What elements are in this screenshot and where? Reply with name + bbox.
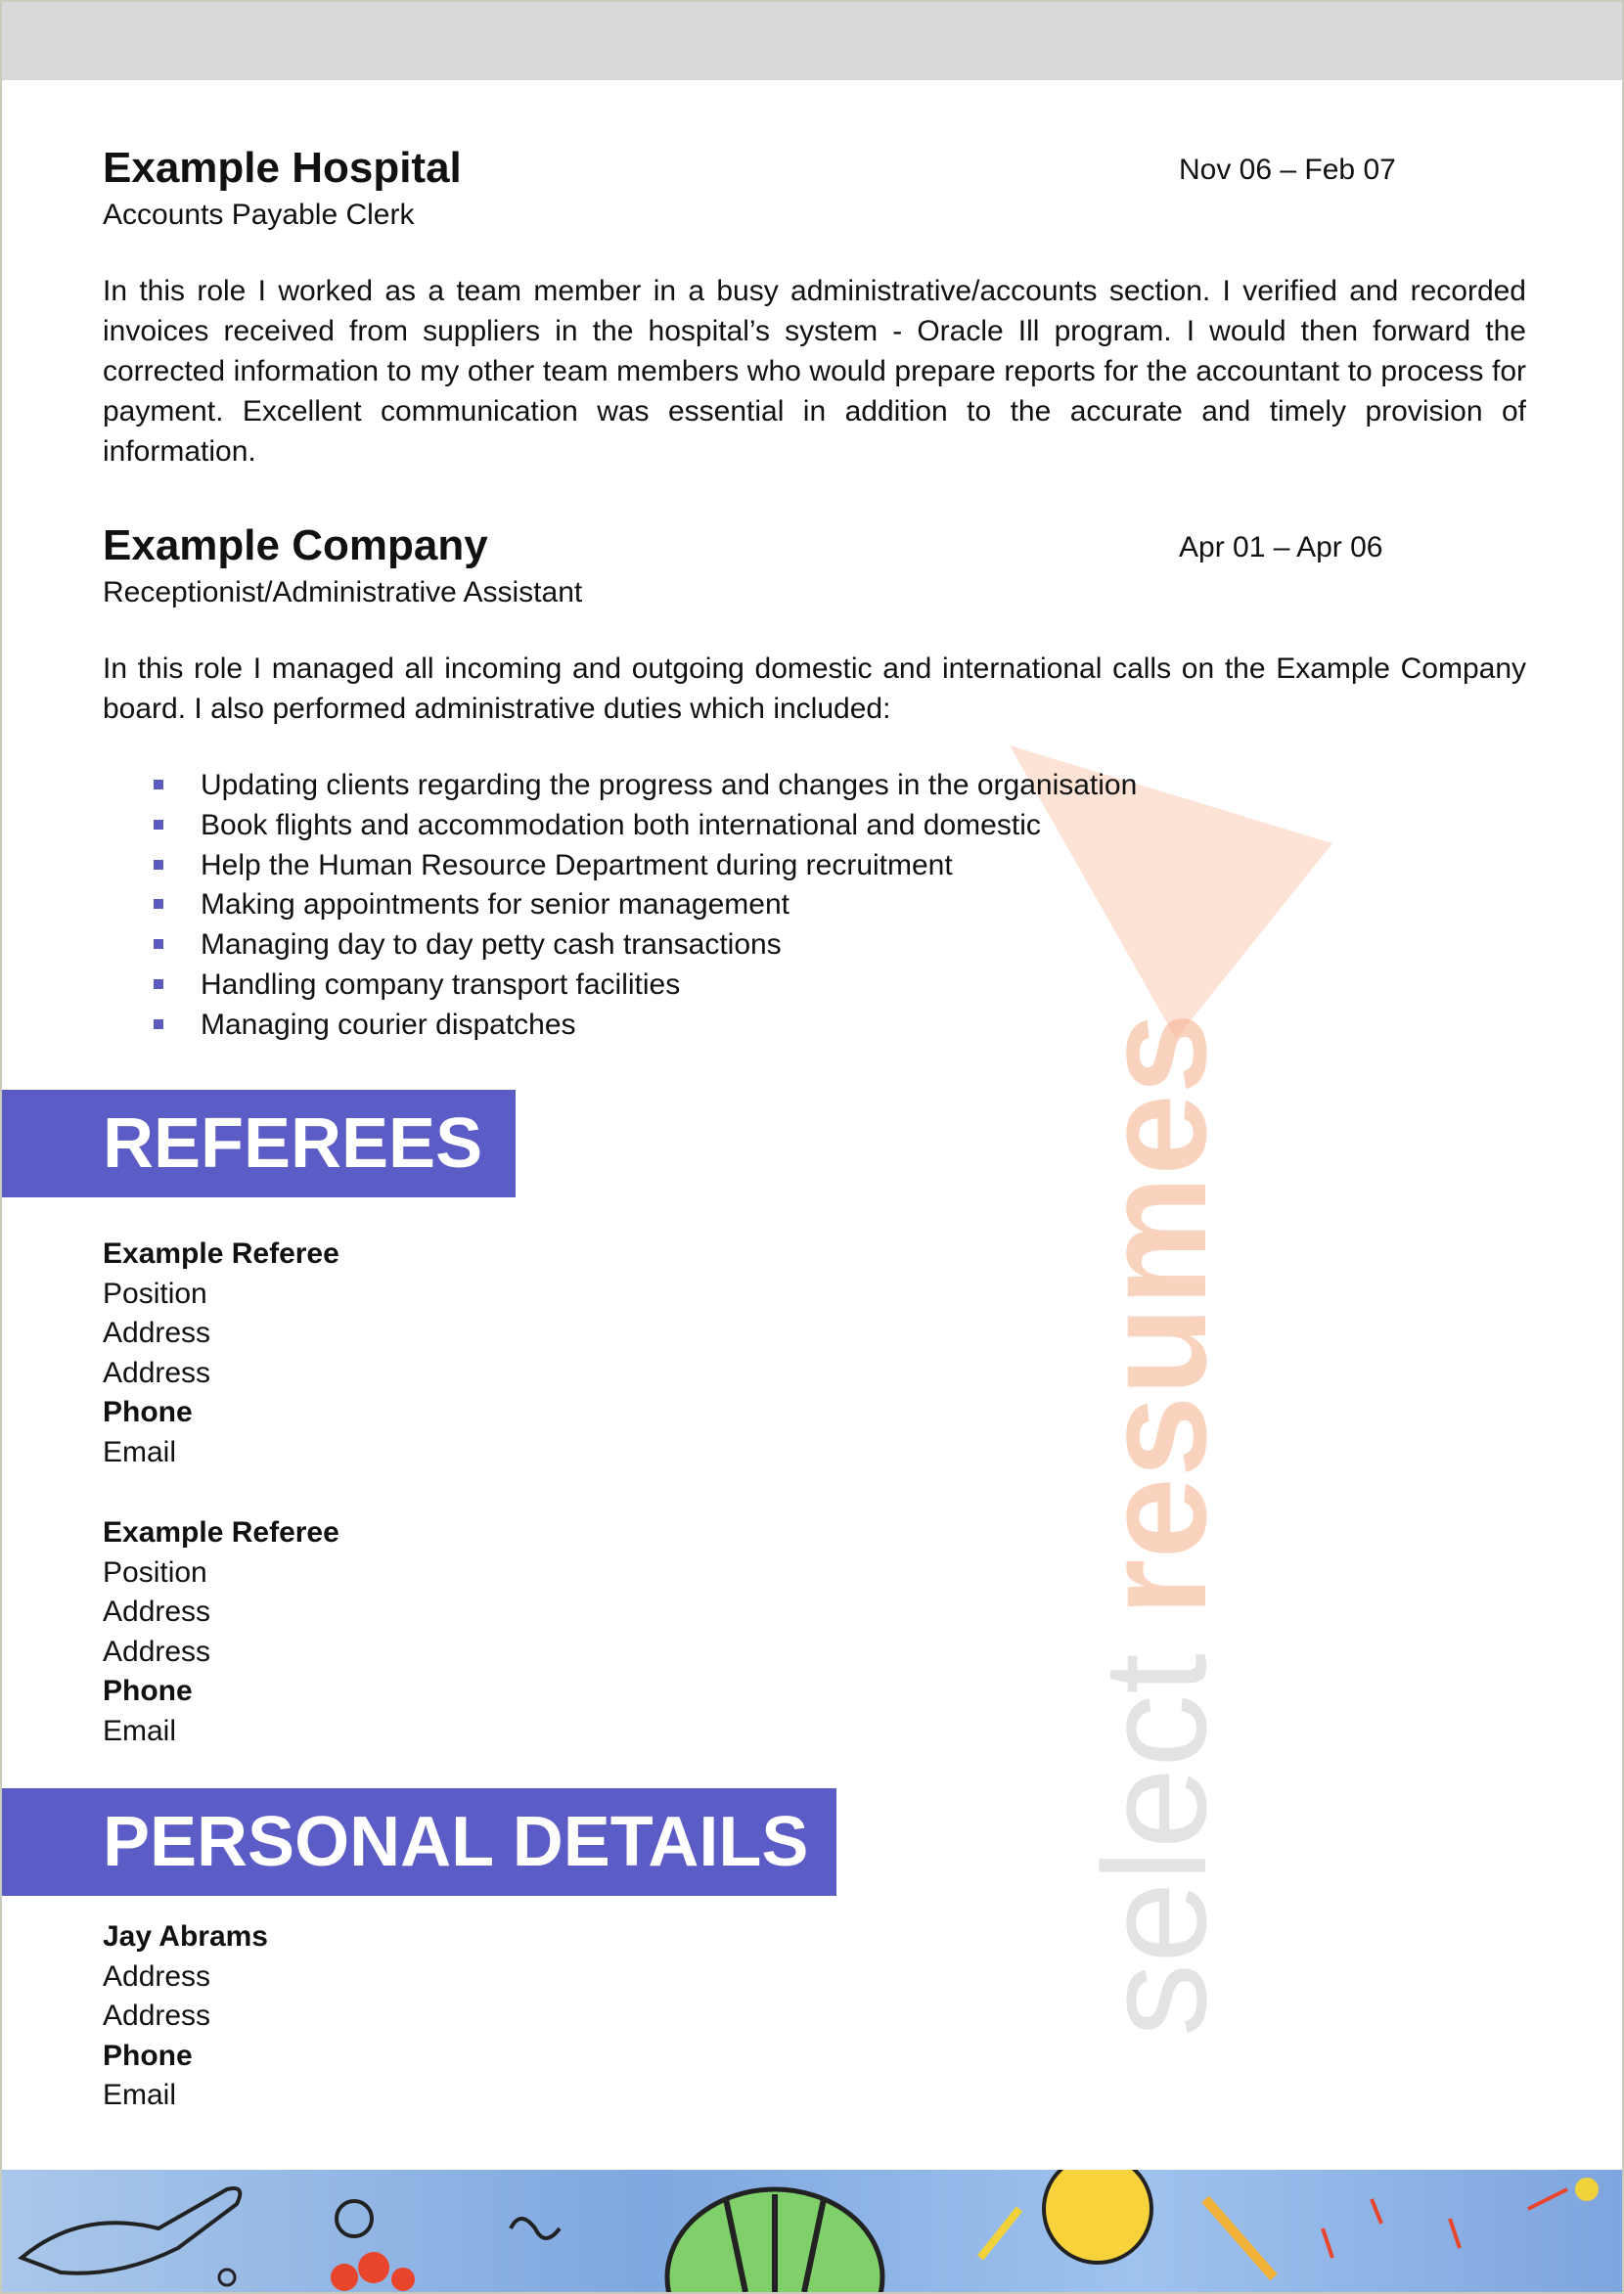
- list-item: Book flights and accommodation both international and domestic: [103, 806, 1526, 846]
- personal-address: Address: [103, 2000, 211, 2032]
- bullet-icon: [154, 979, 163, 989]
- job-header: [103, 521, 1526, 570]
- list-item: Updating clients regarding the progress and changes in the organisation: [103, 766, 1526, 806]
- job-role: Accounts Payable Clerk: [103, 199, 415, 231]
- bullet-icon: [154, 899, 163, 909]
- job-entry-company: [103, 521, 1526, 1046]
- personal-details-heading: PERSONAL DETAILS: [2, 1788, 836, 1896]
- referee-phone: Phone: [103, 1675, 193, 1707]
- referee-1: [103, 1235, 339, 1472]
- bullet-icon: [154, 820, 163, 830]
- job-dates: Apr 01 – Apr 06: [1179, 531, 1383, 563]
- referee-position: Position: [103, 1555, 207, 1589]
- personal-phone: Phone: [103, 2039, 193, 2072]
- watermark-text-bold: resumes: [1072, 1012, 1237, 1616]
- referee-position: Position: [103, 1277, 207, 1310]
- personal-name: Jay Abrams: [103, 1920, 268, 1953]
- job-entry-hospital: [103, 144, 1526, 472]
- bullet-icon: [154, 1019, 163, 1029]
- doodle-illustration-icon: [2, 2170, 1622, 2292]
- footer-artwork: [2, 2170, 1622, 2292]
- referee-address: Address: [103, 1356, 211, 1389]
- job-role: Receptionist/Administrative Assistant: [103, 576, 583, 608]
- job-description: In this role I managed all incoming and outgoing domestic and international calls on the Example Company board. I also performed administrative duties which included:: [103, 652, 1526, 725]
- watermark-text-light: select: [1072, 1653, 1237, 2037]
- referee-2: [103, 1513, 339, 1751]
- referee-name: Example Referee: [103, 1237, 339, 1270]
- personal-address: Address: [103, 1959, 211, 1993]
- bullet-icon: [154, 780, 163, 789]
- job-dates: Nov 06 – Feb 07: [1179, 154, 1396, 186]
- list-item: Managing day to day petty cash transactions: [103, 925, 1526, 966]
- referee-phone: Phone: [103, 1396, 193, 1428]
- referee-name: Example Referee: [103, 1516, 339, 1549]
- job-description: In this role I worked as a team member in a busy administrative/accounts section. I verified and recorded invoices received from suppliers in the hospital’s system - Oracle Ill program. I would then forward the corrected information to my other team members who would prepare reports for the accountant to process for payment. Excellent communication was essential in addition to the accurate and timely provision of information.: [103, 275, 1526, 468]
- bullet-icon: [154, 939, 163, 949]
- referee-address: Address: [103, 1317, 211, 1349]
- bullet-icon: [154, 860, 163, 870]
- duties-list: [103, 766, 1526, 1046]
- page-top-bar: [2, 2, 1622, 80]
- referee-email: Email: [103, 1435, 177, 1468]
- list-item: Managing courier dispatches: [103, 1006, 1526, 1046]
- referee-address: Address: [103, 1596, 211, 1628]
- personal-details: [103, 1917, 268, 2116]
- referee-address: Address: [103, 1635, 211, 1668]
- list-item: Help the Human Resource Department during recruitment: [103, 846, 1526, 886]
- referees-heading: REFEREES: [2, 1090, 516, 1197]
- company-name: Example Company: [103, 521, 488, 569]
- company-name: Example Hospital: [103, 144, 462, 192]
- personal-email: Email: [103, 2079, 177, 2111]
- list-item: Handling company transport facilities: [103, 966, 1526, 1006]
- job-header: [103, 144, 1526, 193]
- list-item: Making appointments for senior management: [103, 885, 1526, 925]
- referee-email: Email: [103, 1714, 177, 1747]
